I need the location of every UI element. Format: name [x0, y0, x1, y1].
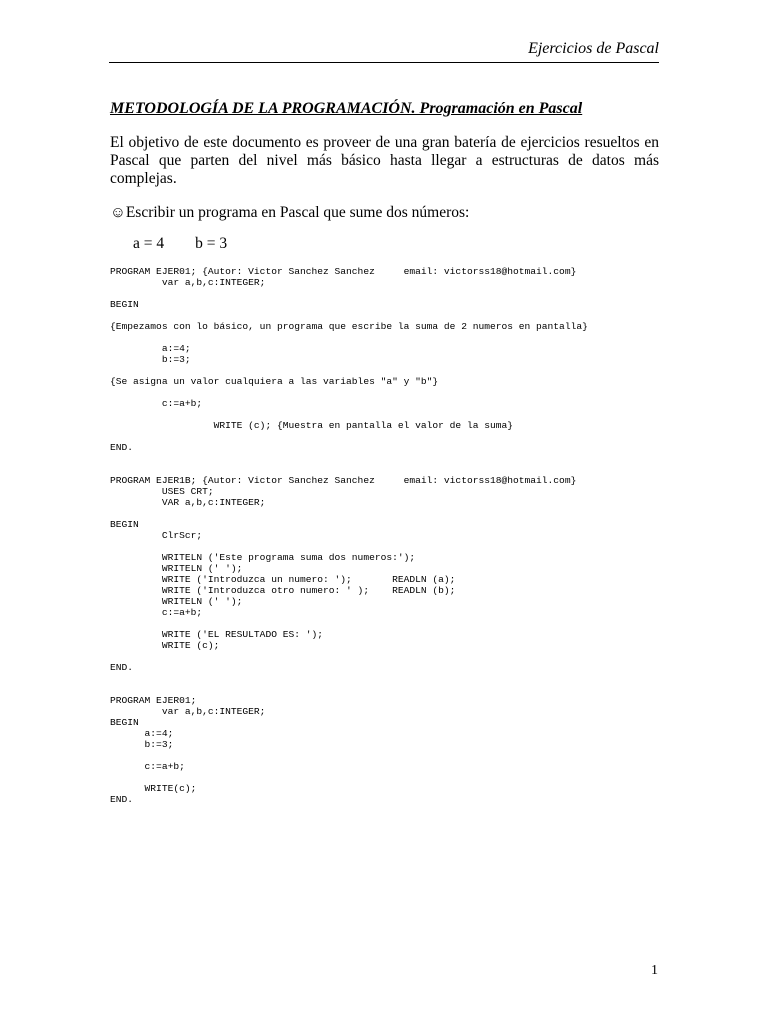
- code-line: WRITE (c); {Muestra en pantalla el valor de la suma}: [110, 420, 514, 431]
- code-line: ClrScr;: [110, 530, 203, 541]
- code-line: BEGIN: [110, 299, 139, 310]
- code-line: {Empezamos con lo básico, un programa que escribe la suma de 2 numeros en pantalla}: [110, 321, 588, 332]
- code-line: b:=3;: [110, 354, 191, 365]
- code-line: BEGIN: [110, 717, 139, 728]
- code-line: VAR a,b,c:INTEGER;: [110, 497, 266, 508]
- running-header-title: Ejercicios de Pascal: [528, 40, 659, 57]
- code-line: c:=a+b;: [110, 761, 185, 772]
- code-line: c:=a+b;: [110, 398, 203, 409]
- code-line: b:=3;: [110, 739, 174, 750]
- header-rule: [109, 62, 659, 63]
- code-line: a:=4;: [110, 343, 191, 354]
- code-line: c:=a+b;: [110, 607, 203, 618]
- document-heading: METODOLOGÍA DE LA PROGRAMACIÓN. Programación en Pascal: [110, 100, 583, 117]
- code-line: PROGRAM EJER01; {Autor: Victor Sanchez Sanchez email: victorss18@hotmail.com}: [110, 266, 577, 277]
- page-number: 1: [651, 963, 658, 978]
- code-line: WRITELN (' ');: [110, 563, 243, 574]
- code-line: END.: [110, 442, 134, 453]
- code-line: USES CRT;: [110, 486, 214, 497]
- code-line: END.: [110, 662, 134, 673]
- code-line: WRITE (c);: [110, 640, 220, 651]
- code-line: BEGIN: [110, 519, 139, 530]
- code-line: WRITELN (' ');: [110, 596, 243, 607]
- code-line: WRITELN ('Este programa suma dos numeros:');: [110, 552, 416, 563]
- code-line: a:=4;: [110, 728, 174, 739]
- code-line: WRITE(c);: [110, 783, 197, 794]
- code-line: WRITE ('Introduzca otro numero: ' ); READLN (b);: [110, 585, 456, 596]
- code-line: var a,b,c:INTEGER;: [110, 706, 266, 717]
- code-line: END.: [110, 794, 134, 805]
- code-line: WRITE ('Introduzca un numero: '); READLN (a);: [110, 574, 456, 585]
- code-line: WRITE ('EL RESULTADO ES: ');: [110, 629, 324, 640]
- exercise-statement: ☺Escribir un programa en Pascal que sume dos números:: [110, 204, 470, 221]
- code-line: var a,b,c:INTEGER;: [110, 277, 266, 288]
- pascal-code-block: [110, 266, 588, 805]
- exercise-values: a = 4 b = 3: [133, 235, 228, 252]
- code-line: PROGRAM EJER01;: [110, 695, 197, 706]
- code-line: PROGRAM EJER1B; {Autor: Victor Sanchez Sanchez email: victorss18@hotmail.com}: [110, 475, 577, 486]
- code-line: {Se asigna un valor cualquiera a las variables "a" y "b"}: [110, 376, 439, 387]
- intro-paragraph: El objetivo de este documento es proveer de una gran batería de ejercicios resueltos en Pascal que parten del nivel más básico hasta llegar a estructuras de datos más complejas.: [110, 134, 659, 187]
